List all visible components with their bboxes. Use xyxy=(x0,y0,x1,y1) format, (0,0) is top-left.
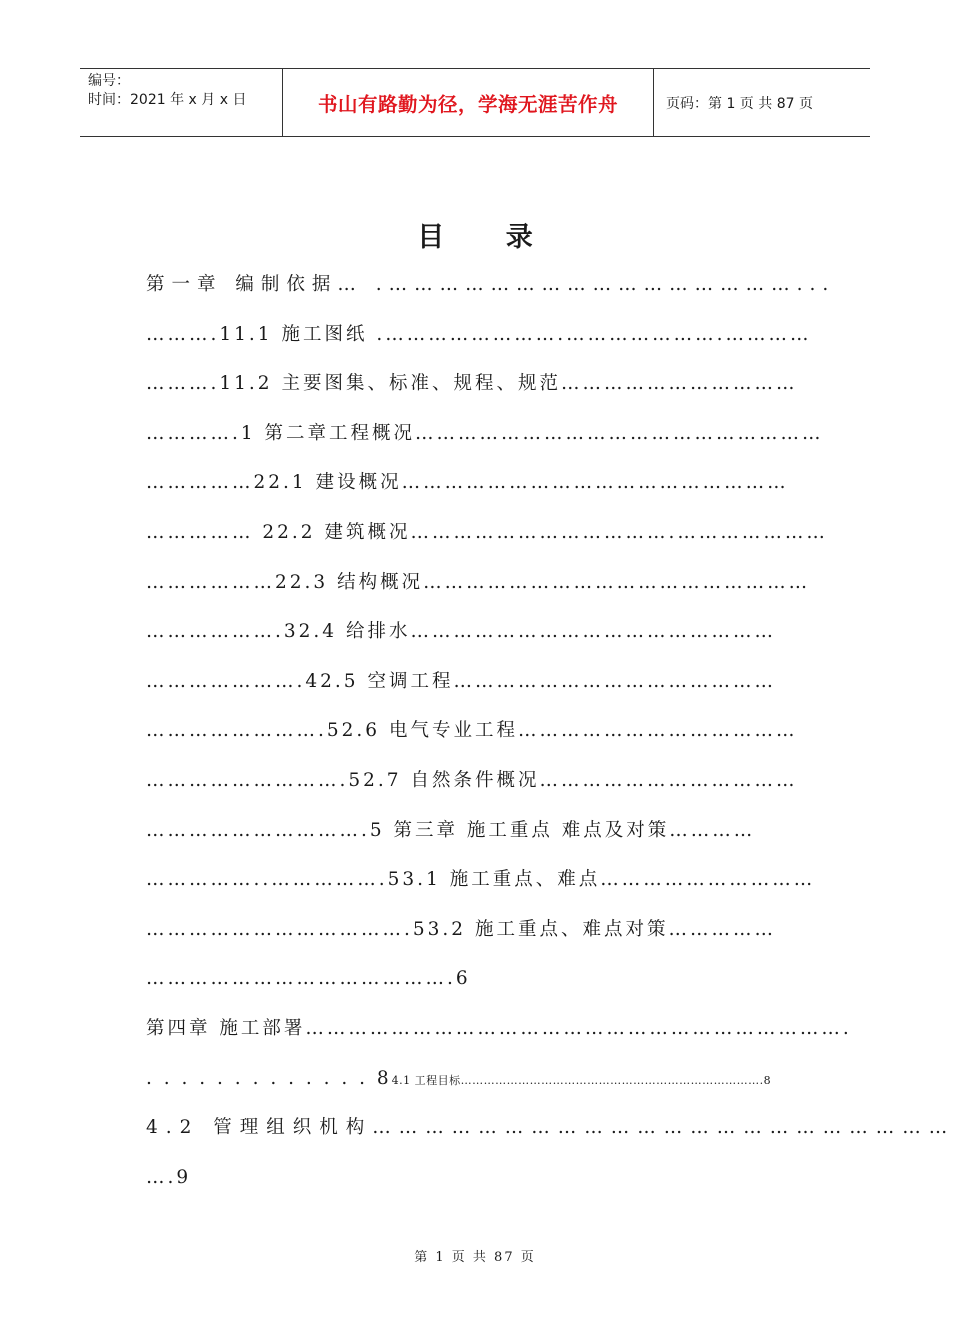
page-footer: 第 1 页 共 87 页 xyxy=(414,1250,536,1265)
toc-dot-leader: . . . . . . . . . . . . . 8 xyxy=(146,1067,392,1089)
toc-line[interactable]: ….9 xyxy=(146,1166,192,1188)
toc-line[interactable]: ………………22.3 结构概况……………………………………………… xyxy=(146,571,811,593)
toc-line-with-inline-entry[interactable] xyxy=(146,1062,806,1112)
toc-line[interactable]: 4.2 管理组织机构………………………………………………………… xyxy=(146,1117,955,1139)
page-title: 目 录 xyxy=(417,222,559,253)
toc-line[interactable]: ……………22.1 建设概况……………………………………………… xyxy=(146,472,789,494)
document-date-label: 时间：2021 年 x 月 x 日 xyxy=(88,92,247,108)
toc-line[interactable]: …………………….52.6 电气专业工程………………………………… xyxy=(146,720,798,742)
toc-line[interactable]: ……………………….52.7 自然条件概况……………………………… xyxy=(146,769,798,791)
toc-line[interactable]: 第四章 施工部署…………………………………………………………………. xyxy=(146,1017,852,1039)
toc-line[interactable]: ……….11.1 施工图纸 .…………………….………………….………… xyxy=(146,323,812,345)
toc-line[interactable]: ………………………….5 第三章 施工重点 难点及对策………… xyxy=(146,819,756,841)
header-meta xyxy=(80,69,282,136)
toc-line[interactable]: ……….11.2 主要图集、标准、规程、规范…………………………… xyxy=(146,373,798,395)
toc-line[interactable]: …………………………………….6 xyxy=(146,968,471,990)
toc-line[interactable]: ……………….32.4 给排水…………………………………………… xyxy=(146,621,776,643)
toc-inline-entry[interactable]: 4.1 工程目标…………………………………………………………………….8 xyxy=(391,1073,772,1087)
toc-line[interactable]: 第一章 编制依据… .…………………………………………... xyxy=(146,274,836,295)
toc-line[interactable]: ………….1 第二章工程概况………………………………………………… xyxy=(146,422,824,444)
toc-line[interactable]: ……………..…………….53.1 施工重点、难点………………………… xyxy=(146,869,816,891)
table-of-contents xyxy=(146,268,955,1210)
document-number-label: 编号： xyxy=(88,73,130,89)
toc-line[interactable]: …………… 22.2 建筑概况……………………………….………………… xyxy=(146,521,828,543)
page-header xyxy=(80,68,870,137)
header-page-info: 页码：第 1 页 共 87 页 xyxy=(666,95,813,112)
toc-line[interactable]: ………………….42.5 空调工程……………………………………… xyxy=(146,670,776,692)
header-motto: 书山有路勤为径，学海无涯苦作舟 xyxy=(282,69,654,136)
toc-line[interactable]: ……………………………….53.2 施工重点、难点对策…………… xyxy=(146,918,776,940)
